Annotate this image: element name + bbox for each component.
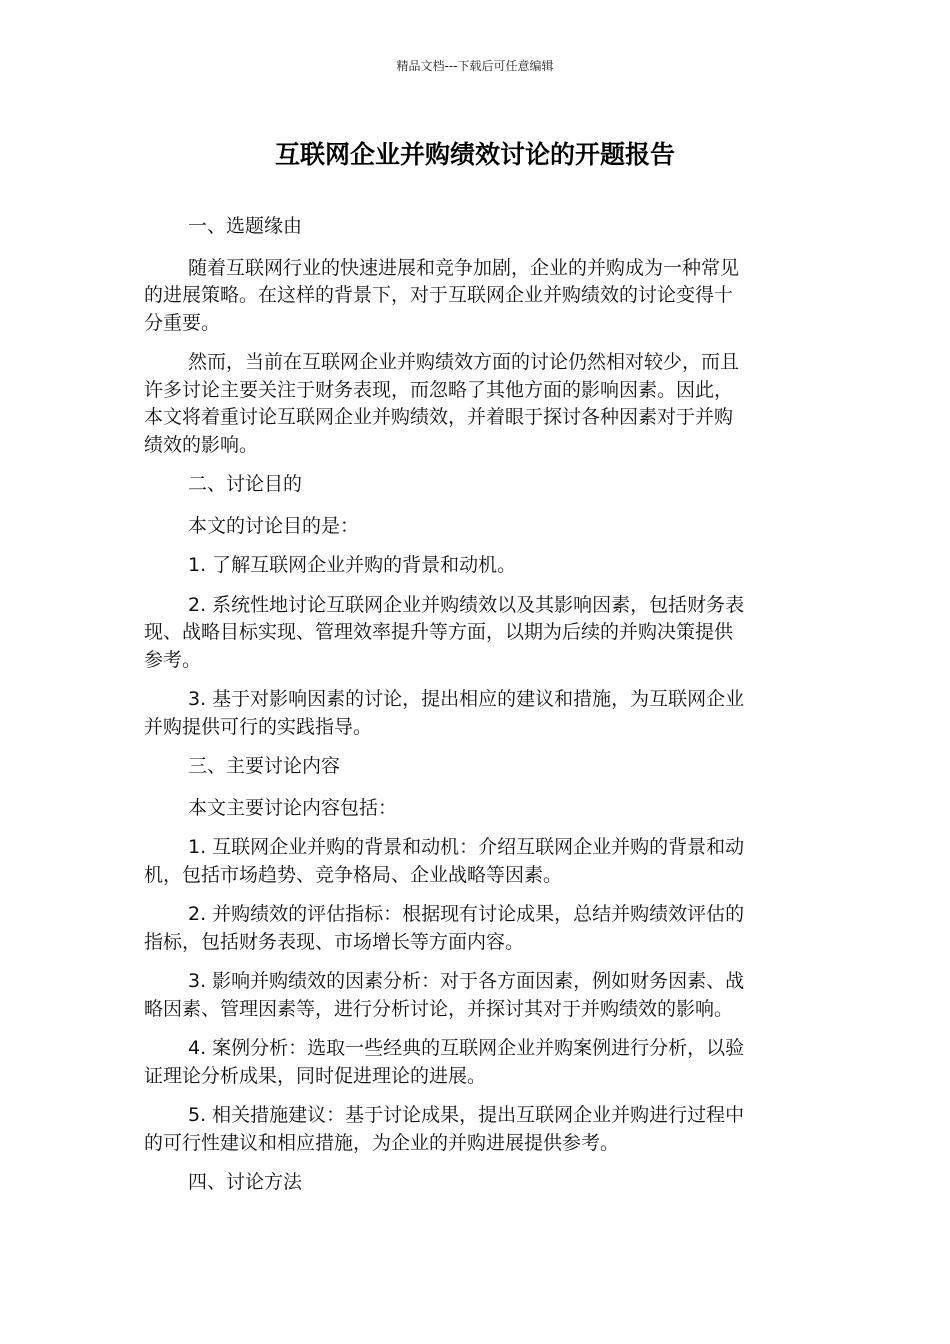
page-header-note: 精品文档---下载后可任意编辑 [396,59,554,73]
content-item-2: 2. 并购绩效的评估指标：根据现有讨论成果，总结并购绩效评估的 指标，包括财务表现、市场增长等方面内容。 [144,903,745,953]
section-heading-purpose: 二、讨论目的 [188,473,303,495]
purpose-item-3: 3. 基于对影响因素的讨论，提出相应的建议和措施，为互联网企业 并购提供可行的实践指导。 [144,688,745,738]
purpose-item-2: 2. 系统性地讨论互联网企业并购绩效以及其影响因素，包括财务表 现、战略目标实现、管理效率提升等方面，以期为后续的并购决策提供 参考。 [144,593,745,671]
section-heading-method: 四、讨论方法 [188,1171,303,1193]
document-body [144,213,804,1211]
paragraph-research-gap: 然而，当前在互联网企业并购绩效方面的讨论仍然相对较少，而且 许多讨论主要关注于财务表现，而忽略了其他方面的影响因素。因此， 本文将着重讨论互联网企业并购绩效，并着眼于探讨各种因素对于并购 绩效的影响。 [144,351,740,456]
content-item-5: 5. 相关措施建议：基于讨论成果，提出互联网企业并购进行过程中 的可行性建议和相应措施，为企业的并购进展提供参考。 [144,1104,745,1154]
content-item-3: 3. 影响并购绩效的因素分析：对于各方面因素，例如财务因素、战 略因素、管理因素等，进行分析讨论，并探讨其对于并购绩效的影响。 [144,970,745,1020]
paragraph-purpose-intro: 本文的讨论目的是： [188,514,360,537]
content-item-1: 1. 互联网企业并购的背景和动机：介绍互联网企业并购的背景和动 机，包括市场趋势、竞争格局、企业战略等因素。 [144,836,745,886]
content-item-4: 4. 案例分析：选取一些经典的互联网企业并购案例进行分析，以验 证理论分析成果，同时促进理论的进展。 [144,1037,745,1087]
purpose-item-1: 1. 了解互联网企业并购的背景和动机。 [188,554,517,576]
section-heading-reason: 一、选题缘由 [188,215,303,237]
document-title: 互联网企业并购绩效讨论的开题报告 [274,140,675,169]
paragraph-background: 随着互联网行业的快速进展和竞争加剧，企业的并购成为一种常见 的进展策略。在这样的背景下，对于互联网企业并购绩效的讨论变得十 分重要。 [144,256,740,334]
section-heading-content: 三、主要讨论内容 [188,755,341,777]
paragraph-content-intro: 本文主要讨论内容包括： [188,796,398,819]
